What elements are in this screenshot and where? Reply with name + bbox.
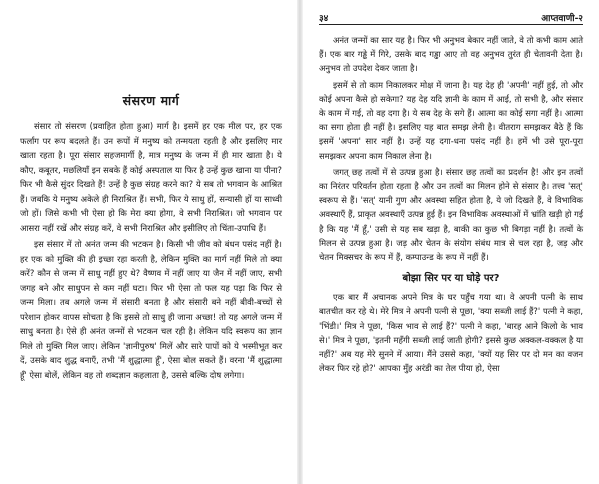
right-paragraph-2: इसमें से तो काम निकालकर मोक्ष में जाना है। यह देह ही 'अपनी' नहीं हुई, तो और कोई अपना कैसे हो सकेगा? यह देह यदि ज्ञानी के काम में आई, तो सभी है, और संसार के काम में गई, तो वह दगा है। ये सब देह के सगे हैं। आत्मा का कोई सगा नहीं है। आत्मा का सगा होता ही नहीं है। इसलिए यह बात समझ लेनी है। वीतराग समझकर बैठे हैं कि इसमें 'अपना' सार नहीं है। उन्हें यह दगा-धना पसंद नहीं है। हमें भी उसे पूरा-पूरा समझकर अपना काम निकाल लेना है।: [319, 79, 583, 161]
left-paragraph-2: इस संसार में तो अनंत जन्म की भटकन है। किसी भी जीव को बंधन पसंद नहीं है। हर एक को मुक्ति की ही इच्छा रहा करती है, लेकिन मुक्ति का मार्ग नहीं मिले तो क्या करें? कौन से जन्म में साधु नहीं हुए थे? वैष्णव में नहीं जाए या जैन में नहीं जाए, सभी जगह बने और साधुपन से कम नहीं घटा। फिर भी ऐसा तो फल यह पड़ा कि फिर से जन्म मिला। तब अगले जन्म में संसारी बनता है और संसारी बने नहीं बीवी-बच्चों से परेशान होकर वापस सोचता है कि इससे तो साधु ही जाना अच्छा! तो यह अगले जन्म में साधु बनता है। ऐसे ही अनंत जन्मों से भटकन चल रही है। लेकिन यदि स्वरूप का ज्ञान मिले तो मुक्ति मिल जाए। लेकिन 'ज्ञानीपुरुष' मिलें और सारे पापों को ये भस्मीभूत कर दें, उसके बाद शुद्ध बनाएँ, तभी 'मैं शुद्धात्मा हूँ', ऐसा बोल सकते हैं। वरना 'मैं शुद्धात्मा हूँ' ऐसा बोलें, लेकिन वह तो शब्दज्ञान कहलाता है, उससे बल्कि दोष लगेगा।: [20, 239, 282, 380]
section-title: संसरण मार्ग: [122, 93, 180, 108]
page-number: ३४: [319, 14, 329, 24]
left-page-top-margin: [20, 0, 282, 92]
subheading: बोझा सिर पर या घोड़े पर?: [402, 273, 500, 285]
right-paragraph-3: जगत् छह तत्वों में से उत्पन्न हुआ है। संसार छह तत्वों का प्रदर्शन है! और इन तत्वों का निरंतर परिवर्तन होता रहता है और उन तत्वों का मिलन होने से संसार है। तत्त्व 'सत्' स्वरूप से हैं। 'सत्' यानी गुण और अवस्था सहित होता है, ये जो दिखते हैं, वे विभाविक अवस्थाएँ हैं, प्राकृत अवस्थाएँ उत्पन्न हुई हैं। इन विभाविक अवस्थाओं में भ्रांति खड़ी हो गई है कि यह 'मैं हूँ,' उसी से यह सब खड़ा है, बाकी का कुछ भी बिगड़ा नहीं है। तत्वों के मिलन से उत्पन्न हुआ है। जड़ और चेतन के संयोग संबंध मात्र से चल रहा है, जड़ और चेतन मिक्सचर के रूप में हैं, कम्पाउन्ड के रूप में नहीं हैं।: [319, 166, 583, 263]
right-page: [303, 0, 599, 484]
right-paragraph-4: एक बार मैं अचानक अपने मित्र के घर पहुँच गया था। वे अपनी पत्नी के साथ बातचीत कर रहे थे। मेरे मित्र ने अपनी पत्नी से पूछा, 'क्या सब्जी लाई हैं?' पत्नी ने कहा, 'भिंडी।' मित्र ने पूछा, 'किस भाव से लाई हैं?' पत्नी ने कहा, 'बारह आने किलो के भाव से।' मित्र ने पूछा, 'इतनी महँगी सब्जी लाई जाती होगी? इससे कुछ अक्कल-वक्कल है या नहीं?' अब यह मेरे सुनने में आया। मैंने उससे कहा, 'क्यों यह सिर पर दो मन का वजन लेकर फिर रहे हो?' आपका मुँह अरंडी का तेल पीया हो, ऐसा: [319, 292, 583, 374]
left-paragraph-1: संसार तो संसरण (प्रवाहित होता हुआ) मार्ग है। इसमें हर एक मील पर, हर एक फर्लांग पर रूप बदलते हैं। उन रूपों में मनुष्य को तन्मयता रहती है और इसलिए मार खाता रहता है। पूरा संसार सहजमार्गी है, मात्र मनुष्य के जन्म में ही मार खाता है। ये कौए, कबूतर, मछलियाँ इन सबके हैं कोई अस्पताल या फिर है उन्हें कुछ खाना या पीना? फिर भी कैसे सुंदर दिखते हैं! उन्हें है कुछ संग्रह करने का? ये सब तो भगवान के आश्रित हैं। जबकि ये मनुष्य अकेले ही निराश्रित हैं। सभी, फिर ये साधु हों, सन्यासी हों या साध्वी जो हों। जिसे कभी भी ऐसा हो कि मेरा क्या होगा, वे सभी निराश्रित। जो भगवान पर आसरा नहीं रखें और संग्रह करें, वे सभी निराश्रित और इसीलिए तो चिंता-उपाधि हैं।: [20, 121, 282, 233]
left-page: [0, 0, 296, 484]
running-title: आप्तवाणी-२: [541, 14, 583, 24]
right-paragraph-1: अनंत जन्मों का सार यह है। फिर भी अनुभव बेकार नहीं जाते, वे तो कभी काम आते हैं। एक बार गड्ढे में गिरे, उसके बाद गड्ढा आए तो वह अनुभव तुरंत ही चेतावनी देता है। अनुभव तो उपदेश देकर जाता है।: [319, 35, 583, 74]
running-header: [319, 0, 583, 25]
